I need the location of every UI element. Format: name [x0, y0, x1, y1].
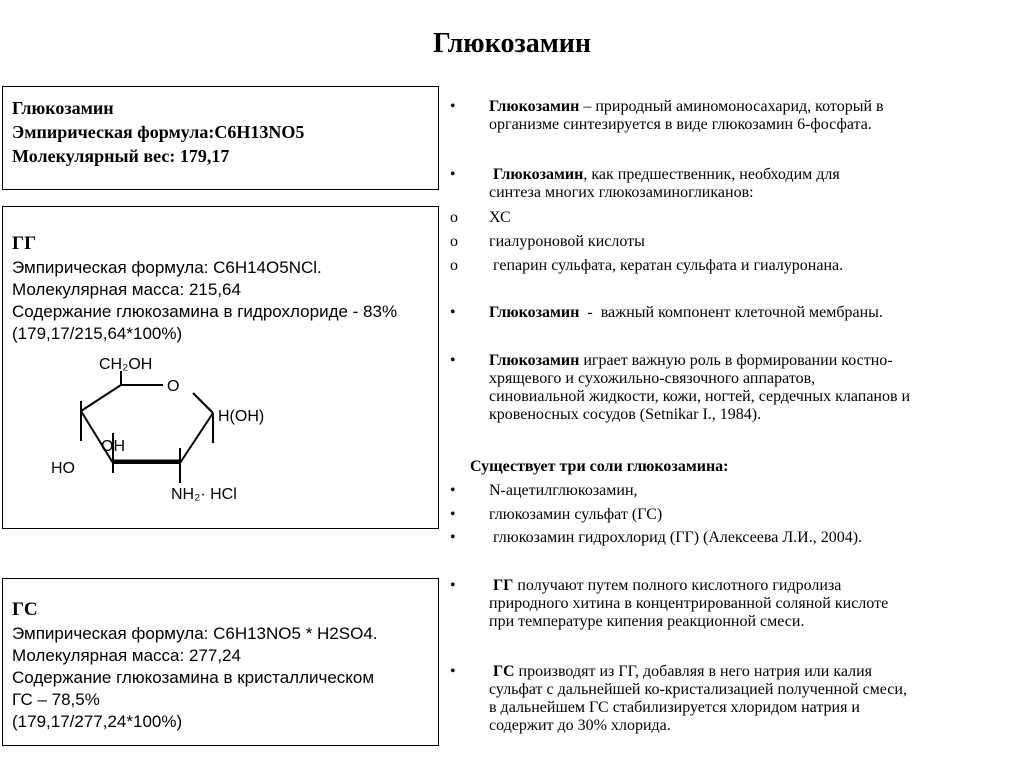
- box1-name: Глюкозамин: [12, 98, 114, 118]
- gs-content-line2: ГС – 78,5%: [12, 690, 100, 709]
- salt-item-text: N-ацетилглюкозамин,: [489, 482, 638, 499]
- bullet-bold: Глюкозамин: [489, 352, 580, 369]
- box1-weight: Молекулярный вес: 179,17: [12, 146, 230, 166]
- gg-heading: ГГ: [12, 233, 37, 254]
- h-oh-label: H(OH): [218, 408, 265, 425]
- sub-item-text: гепарин сульфата, кератан сульфата и гиалуронана.: [489, 257, 844, 274]
- gg-info-box: [2, 206, 439, 529]
- gs-info-box: [2, 578, 439, 746]
- oh-label: OH: [101, 438, 125, 455]
- bullet-dot: •: [450, 506, 456, 523]
- sub-item-text: ХС: [489, 209, 511, 226]
- bullet-text: при температуре кипения реакционной смеси.: [489, 613, 805, 630]
- ring-oxygen-label: O: [167, 378, 180, 395]
- bullet-text: природного хитина в концентрированной соляной кислоте: [489, 595, 889, 612]
- bullet-bold: Глюкозамин: [489, 304, 580, 321]
- bullet-circle: o: [450, 233, 458, 250]
- bullet-text: играет важную роль в формировании костно-: [579, 352, 893, 369]
- bullet-text: , как предшественник, необходим для: [583, 166, 840, 183]
- ch2oh-label: CH₂OH: [99, 356, 153, 373]
- gs-calc: (179,17/277,24*100%): [12, 712, 183, 731]
- bullet-bold: Глюкозамин: [489, 98, 580, 115]
- nh2-hcl-label: NH₂· HCl: [171, 486, 237, 501]
- bullet-circle: o: [450, 257, 458, 274]
- bullet-text: организме синтезируется в виде глюкозамин 6-фосфата.: [489, 116, 872, 133]
- bullet-text: сульфат с дальнейшей ко-кристализацией полученной смеси,: [489, 681, 907, 698]
- bullet-circle: o: [450, 209, 458, 226]
- bullet-dot: •: [450, 529, 456, 546]
- sub-item-text: гиалуроновой кислоты: [489, 233, 645, 250]
- gs-mass: Молекулярная масса: 277,24: [12, 646, 241, 665]
- bullet-dot: •: [450, 98, 456, 115]
- bullet-dot: •: [450, 304, 456, 321]
- bullet-bold: ГГ: [493, 577, 514, 594]
- bullet-dot: •: [450, 352, 456, 369]
- gg-calc: (179,17/215,64*100%): [12, 324, 183, 343]
- gg-mass: Молекулярная масса: 215,64: [12, 280, 241, 299]
- bullet-text: синовиальной жидкости, кожи, ногтей, сердечных клапанов и: [489, 388, 911, 405]
- ring-bonds: [81, 371, 213, 483]
- bullet-dot: •: [450, 482, 456, 499]
- bullet-text: хрящевого и сухожильно-связочного аппаратов,: [489, 370, 816, 387]
- gs-formula: Эмпирическая формула: C6H13NO5 * H2SO4.: [12, 624, 378, 643]
- page-title: Глюкозамин: [432, 28, 592, 59]
- glucosamine-hcl-structure: [43, 353, 283, 501]
- gs-content-line1: Содержание глюкозамина в кристаллическом: [12, 668, 375, 687]
- gs-heading: ГС: [12, 599, 38, 620]
- glucosamine-info-box: [2, 86, 439, 190]
- bullet-text: – природный аминомоносахарид, который в: [579, 98, 884, 115]
- salt-item-text: глюкозамин гидрохлорид (ГГ) (Алексеева Л.И., 2004).: [489, 529, 863, 546]
- bullet-text: в дальнейшем ГС стабилизируется хлоридом натрия и: [489, 699, 860, 716]
- gg-formula: Эмпирическая формула: C6H14O5NCl.: [12, 258, 322, 277]
- salts-heading: Существует три соли глюкозамина:: [470, 458, 729, 475]
- bullet-text: получают путем полного кислотного гидролиза: [513, 577, 842, 594]
- bullet-text: синтеза многих глюкозаминогликанов:: [489, 184, 754, 201]
- salt-item-text: глюкозамин сульфат (ГС): [489, 506, 663, 523]
- bullet-text: кровеносных сосудов (Setnikar I., 1984).: [489, 406, 762, 423]
- bullet-text: содержит до 30% хлорида.: [489, 717, 671, 734]
- gg-content: Содержание глюкозамина в гидрохлориде - 83%: [12, 302, 398, 321]
- bullet-bold: ГС: [493, 663, 515, 680]
- ho-label: HO: [51, 460, 75, 477]
- bullet-bold: Глюкозамин: [493, 166, 584, 183]
- bullet-dot: •: [450, 577, 456, 594]
- bullet-text: - важный компонент клеточной мембраны.: [579, 304, 883, 321]
- bullet-dot: •: [450, 166, 456, 183]
- bullet-text: производят из ГГ, добавляя в него натрия или калия: [514, 663, 872, 680]
- box1-formula: Эмпирическая формула:C6H13NO5: [12, 122, 305, 142]
- bullet-dot: •: [450, 663, 456, 680]
